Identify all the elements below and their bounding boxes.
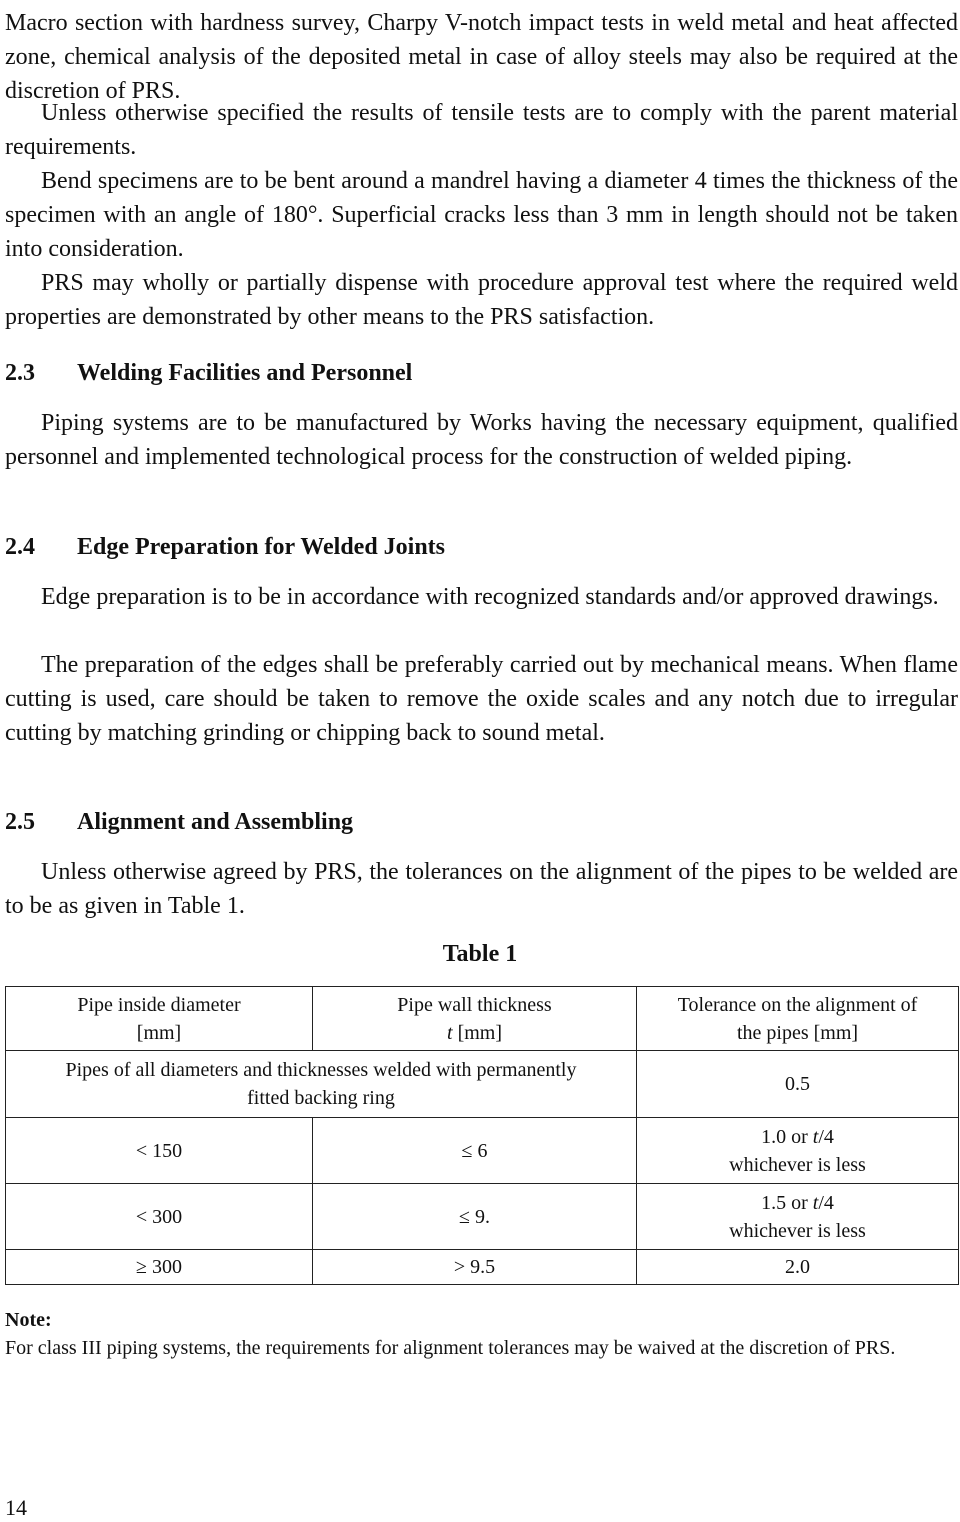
cell-tolerance: 2.0: [637, 1250, 959, 1285]
note-label: Note:: [5, 1309, 52, 1331]
paragraph-welding-facilities: Piping systems are to be manufactured by Works having the necessary equipment, qualified personnel and implemented technological process for the construction of welded piping.: [5, 410, 958, 470]
paragraph-tensile-tests: Unless otherwise specified the results of tensile tests are to comply with the parent material requirements.: [5, 100, 958, 160]
section-heading-2-5: [5, 807, 353, 837]
header-wall-thickness: Pipe wall thickness t [mm]: [313, 987, 637, 1051]
paragraph-alignment: Unless otherwise agreed by PRS, the tolerances on the alignment of the pipes to be welded are to be as given in Table 1.: [5, 859, 958, 919]
cell-tolerance: 1.5 or t/4 whichever is less: [637, 1184, 959, 1250]
table-header-row: [6, 987, 959, 1051]
alignment-tolerance-table: [5, 986, 959, 1285]
paragraph-bend-specimens: Bend specimens are to be bent around a mandrel having a diameter 4 times the thickness of the specimen with an angle of 180°. Superficial cracks less than 3 mm in length should not be taken into consideration.: [5, 168, 958, 262]
section-number: 2.3: [5, 360, 35, 386]
paragraph-edge-preparation: Edge preparation is to be in accordance with recognized standards and/or approved drawings.: [41, 584, 939, 610]
header-pipe-diameter: Pipe inside diameter [mm]: [6, 987, 313, 1051]
page-number: 14: [5, 1495, 27, 1520]
section-heading-2-4: [5, 532, 445, 562]
cell-diameter: < 150: [6, 1118, 313, 1184]
cell-thickness: ≤ 6: [313, 1118, 637, 1184]
paragraph-macro-section: Macro section with hardness survey, Charpy V-notch impact tests in weld metal and heat affected zone, chemical analysis of the deposited metal in case of alloy steels may also be required at the discretion of PRS.: [5, 10, 958, 104]
cell-thickness: > 9.5: [313, 1250, 637, 1285]
cell-tolerance: 0.5: [637, 1051, 959, 1118]
cell-thickness: ≤ 9.: [313, 1184, 637, 1250]
cell-tolerance: 1.0 or t/4 whichever is less: [637, 1118, 959, 1184]
section-title: Welding Facilities and Personnel: [77, 360, 413, 386]
note-text: For class III piping systems, the requirements for alignment tolerances may be waived at the discretion of PRS.: [5, 1337, 896, 1359]
table-row: [6, 1118, 959, 1184]
header-tolerance: Tolerance on the alignment of the pipes [mm]: [637, 987, 959, 1051]
section-title: Alignment and Assembling: [77, 809, 354, 835]
table-row: [6, 1184, 959, 1250]
paragraph-procedure-approval: PRS may wholly or partially dispense with procedure approval test where the required weld properties are demonstrated by other means to the PRS satisfaction.: [5, 270, 958, 330]
cell-diameter: < 300: [6, 1184, 313, 1250]
paragraph-edge-methods: The preparation of the edges shall be preferably carried out by mechanical means. When flame cutting is used, care should be taken to remove the oxide scales and any notch due to irregular cutting by matching grinding or chipping back to sound metal.: [5, 652, 958, 746]
cell-diameter: ≥ 300: [6, 1250, 313, 1285]
section-heading-2-3: [5, 358, 412, 388]
section-number: 2.5: [5, 809, 35, 835]
table-row: [6, 1250, 959, 1285]
table-title: Table 1: [442, 941, 518, 967]
table-row: [6, 1051, 959, 1118]
section-number: 2.4: [5, 534, 35, 560]
section-title: Edge Preparation for Welded Joints: [77, 534, 446, 560]
cell-backing-ring: Pipes of all diameters and thicknesses welded with permanently fitted backing ring: [6, 1051, 637, 1118]
